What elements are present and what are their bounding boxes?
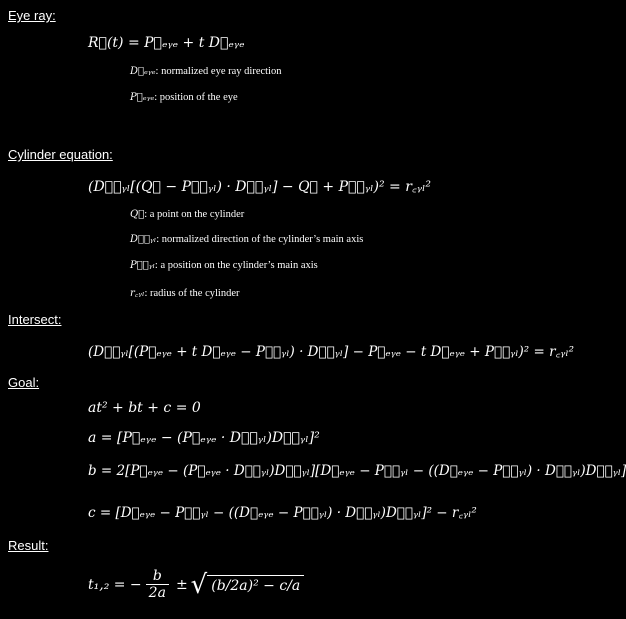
cylinder-def-position <box>130 260 318 271</box>
sqrt-icon: √ <box>190 569 208 600</box>
eye-ray-def-direction <box>130 66 281 77</box>
heading-result: Result: <box>8 538 49 553</box>
eye-ray-def-position <box>130 92 238 103</box>
heading-intersect: Intersect: <box>8 312 62 327</box>
def-symbol: P⃗꜀ᵧₗ <box>130 260 155 271</box>
heading-eye-ray: Eye ray: <box>8 8 56 23</box>
plus-minus: ± <box>175 576 188 593</box>
goal-b-equation: b = 2[P⃗ₑᵧₑ − (P⃗ₑᵧₑ · D⃗꜀ᵧₗ)D⃗꜀ᵧₗ][D⃗ₑᵧₑ − P⃗꜀ᵧₗ − ((D⃗ₑᵧₑ − P⃗꜀ᵧₗ) · D⃗꜀ᵧₗ)D⃗꜀ᵧₗ] <box>88 463 626 479</box>
def-symbol: r꜀ᵧₗ <box>130 288 145 299</box>
def-text: : normalized eye ray direction <box>155 66 282 77</box>
goal-quadratic: at² + bt + c = 0 <box>88 400 201 416</box>
def-symbol: D⃗꜀ᵧₗ <box>130 234 157 245</box>
def-text: : normalized direction of the cylinder’s main axis <box>156 234 364 245</box>
goal-a-equation: a = [P⃗ₑᵧₑ − (P⃗ₑᵧₑ · D⃗꜀ᵧₗ)D⃗꜀ᵧₗ]² <box>88 430 320 446</box>
sqrt-radicand: (b/2a)² − c/a <box>207 575 304 594</box>
cylinder-def-direction <box>130 234 363 245</box>
eye-ray-equation: R⃗(t) = P⃗ₑᵧₑ + t D⃗ₑᵧₑ <box>88 35 245 51</box>
result-lhs: t₁,₂ = − <box>88 576 142 593</box>
heading-goal: Goal: <box>8 375 40 390</box>
def-text: : a position on the cylinder’s main axis <box>154 260 318 271</box>
result-equation <box>88 568 304 601</box>
fraction-denominator: 2a <box>148 585 166 601</box>
cylinder-def-radius <box>130 285 240 299</box>
def-symbol: D⃗ₑᵧₑ <box>130 66 156 77</box>
heading-cylinder-equation: Cylinder equation: <box>8 147 113 162</box>
def-text: : a point on the cylinder <box>144 209 245 220</box>
def-text: : radius of the cylinder <box>144 288 240 299</box>
intersect-equation: (D⃗꜀ᵧₗ[(P⃗ₑᵧₑ + t D⃗ₑᵧₑ − P⃗꜀ᵧₗ) · D⃗꜀ᵧₗ] − P⃗ₑᵧₑ − t D⃗ₑᵧₑ + P⃗꜀ᵧₗ)² = r꜀ᵧₗ² <box>88 344 575 360</box>
fraction-numerator: b <box>146 568 169 585</box>
cylinder-equation: (D⃗꜀ᵧₗ[(Q⃗ − P⃗꜀ᵧₗ) · D⃗꜀ᵧₗ] − Q⃗ + P⃗꜀ᵧₗ)² = r꜀ᵧₗ² <box>88 179 432 195</box>
goal-c-equation: c = [D⃗ₑᵧₑ − P⃗꜀ᵧₗ − ((D⃗ₑᵧₑ − P⃗꜀ᵧₗ) · D⃗꜀ᵧₗ)D⃗꜀ᵧₗ]² − r꜀ᵧₗ² <box>88 505 477 521</box>
result-fraction <box>146 568 169 601</box>
def-symbol: P⃗ₑᵧₑ <box>130 92 155 103</box>
def-text: : position of the eye <box>154 92 238 103</box>
def-symbol: Q⃗ <box>130 209 145 220</box>
cylinder-def-point <box>130 209 244 220</box>
